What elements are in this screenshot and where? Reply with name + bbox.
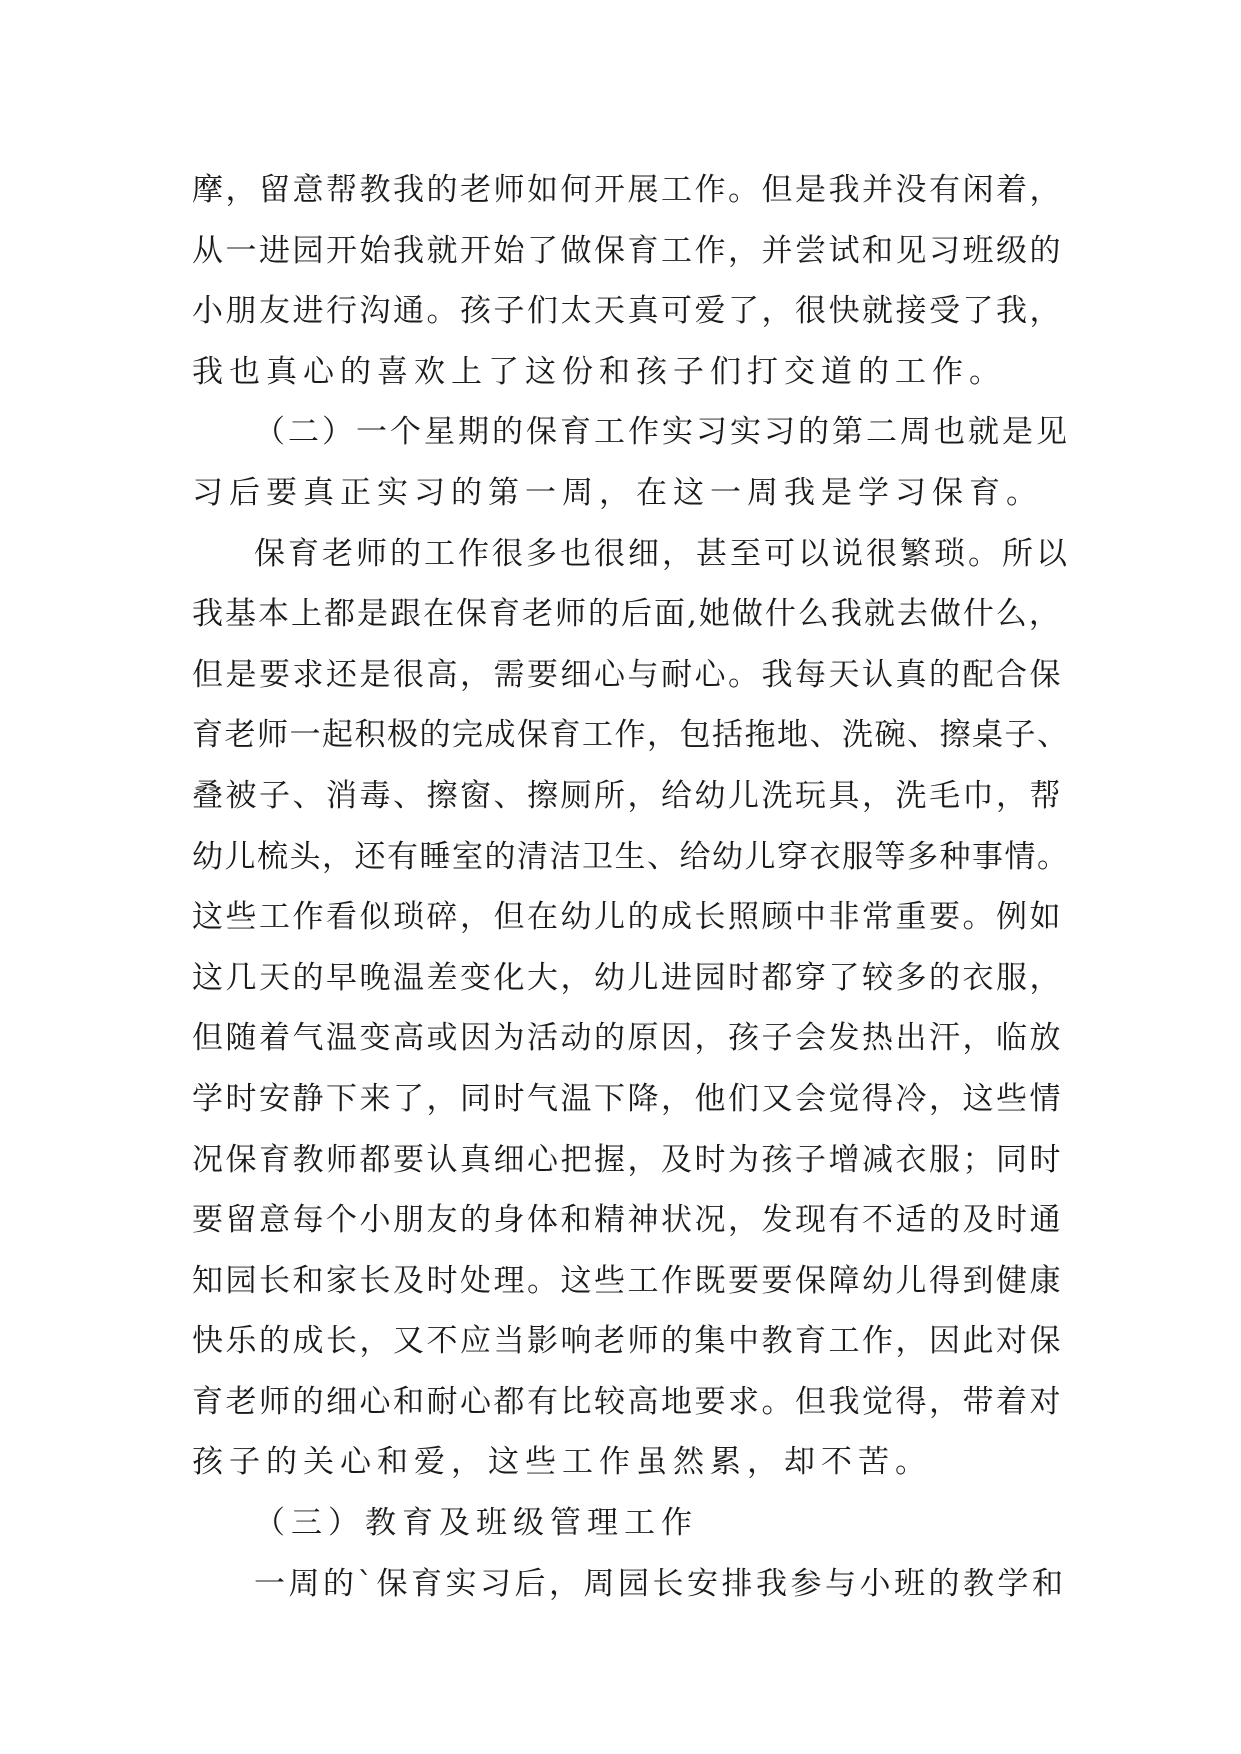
text-line: 叠被子、消毒、擦窗、擦厕所，给幼儿洗玩具，洗毛巾，帮	[192, 777, 1063, 814]
text-line: 这些工作看似琐碎，但在幼儿的成长照顾中非常重要。例如	[192, 899, 1063, 936]
text-line: 习后要真正实习的第一周，在这一周我是学习保育。	[192, 474, 1043, 511]
text-line: 但是要求还是很高，需要细心与耐心。我每天认真的配合保	[192, 656, 1063, 693]
text-line: 这几天的早晚温差变化大，幼儿进园时都穿了较多的衣服，	[192, 959, 1063, 996]
text-line: 摩，留意帮教我的老师如何开展工作。但是我并没有闲着，	[192, 172, 1063, 208]
section-heading-2: （二）一个星期的保育工作实习实习的第二周也就是见	[254, 414, 1070, 451]
text-line: 育老师一起积极的完成保育工作，包括拖地、洗碗、擦桌子、	[192, 717, 1070, 754]
text-line: 但随着气温变高或因为活动的原因，孩子会发热出汗，临放	[192, 1020, 1063, 1057]
text-line: 知园长和家长及时处理。这些工作既要要保障幼儿得到健康	[192, 1262, 1063, 1299]
text-line: 小朋友进行沟通。孩子们太天真可爱了，很快就接受了我，	[192, 293, 1063, 330]
text-line: 我基本上都是跟在保育老师的后面,她做什么我就去做什么，	[192, 596, 1062, 633]
text-line: 育老师的细心和耐心都有比较高地要求。但我觉得，带着对	[192, 1383, 1063, 1420]
text-line: 况保育教师都要认真细心把握，及时为孩子增减衣服；同时	[192, 1141, 1063, 1178]
paragraph-start: 保育老师的工作很多也很细，甚至可以说很繁琐。所以	[254, 535, 1070, 572]
text-line: 我也真心的喜欢上了这份和孩子们打交道的工作。	[192, 353, 1006, 390]
text-line: 学时安静下来了，同时气温下降，他们又会觉得冷，这些情	[192, 1080, 1063, 1117]
text-line: 快乐的成长，又不应当影响老师的集中教育工作，因此对保	[192, 1323, 1063, 1360]
text-line: 要留意每个小朋友的身体和精神状况，发现有不适的及时通	[192, 1202, 1063, 1239]
section-heading-3: （三）教育及班级管理工作	[254, 1505, 698, 1542]
text-line: 孩子的关心和爱，这些工作虽然累，却不苦。	[192, 1444, 932, 1481]
text-line: 从一进园开始我就开始了做保育工作，并尝试和见习班级的	[192, 232, 1063, 269]
text-line: 幼儿梳头，还有睡室的清洁卫生、给幼儿穿衣服等多种事情。	[192, 838, 1070, 875]
document-body	[192, 160, 1072, 1614]
paragraph-start: 一周的`保育实习后，周园长安排我参与小班的教学和	[254, 1565, 1067, 1602]
